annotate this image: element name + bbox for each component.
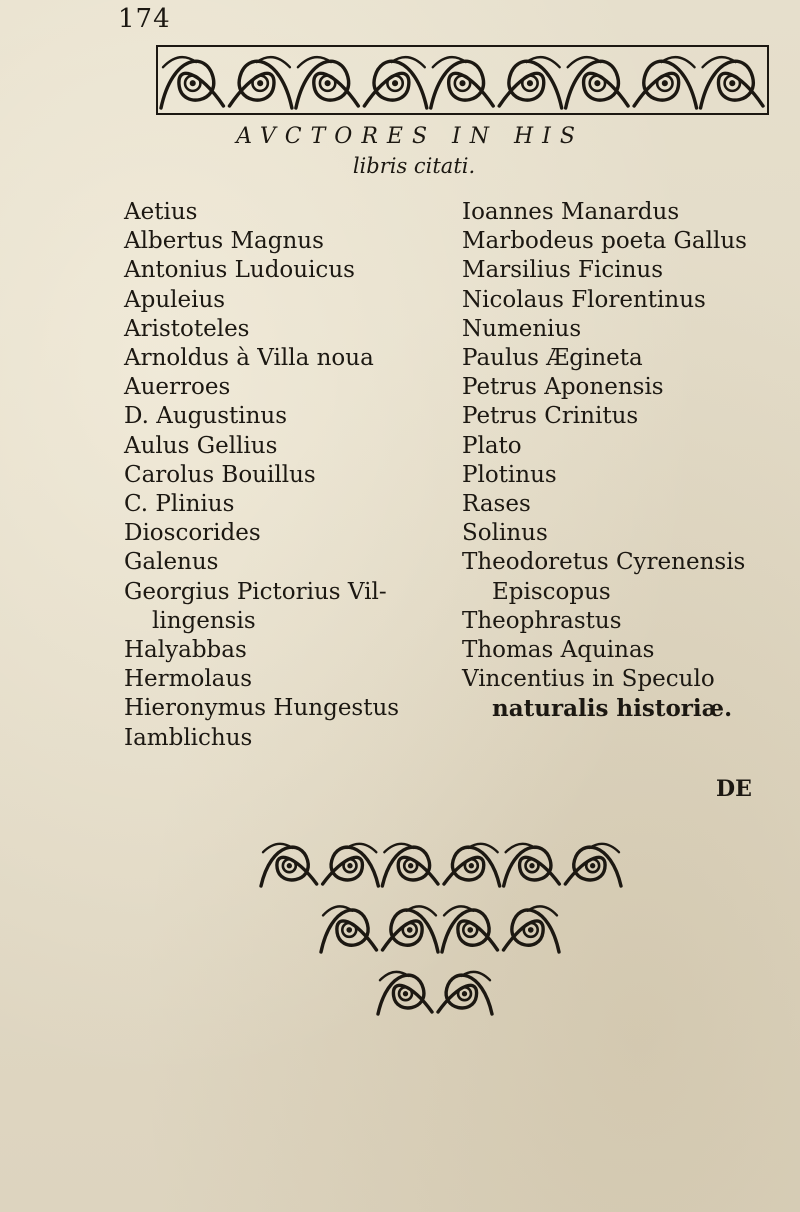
page-number: 174 [118,4,171,34]
author-entry: Episcopus [492,578,611,605]
author-entry: lingensis [152,607,256,634]
author-entry: D. Augustinus [124,403,288,430]
author-entry: Theophrastus [462,607,622,634]
author-entry: Paulus Ægineta [462,345,643,372]
author-entry: Solinus [462,520,548,547]
headpiece-ornament [155,44,770,116]
author-entry: Arnoldus à Villa noua [124,345,374,372]
catchword: DE [716,776,752,802]
author-entry: Nicolaus Florentinus [462,286,706,313]
author-entry: Dioscorides [124,520,261,547]
section-subtitle: libris citati. [352,154,476,178]
author-entry: Georgius Pictorius Vil- [124,578,387,605]
author-entry: Theodoretus Cyrenensis [462,549,746,576]
tailpiece-ornament-upper [255,832,627,894]
author-entry: Marbodeus poeta Gallus [462,228,747,255]
author-entry: Hieronymus Hungestus [124,695,400,722]
author-entry: Plato [462,432,522,459]
author-entry: Carolus Bouillus [124,461,316,488]
author-entry: Antonius Ludouicus [124,257,355,284]
author-entry: Iamblichus [124,724,253,751]
tailpiece-ornament-lower [372,960,498,1022]
author-entry: Marsilius Ficinus [462,257,664,284]
author-entry: Aulus Gellius [124,432,278,459]
author-entry: Hermolaus [124,666,253,693]
author-entry: Halyabbas [124,637,247,664]
tailpiece-ornament-middle [315,894,565,960]
author-entry: Apuleius [124,286,226,313]
author-entry: Numenius [462,315,582,342]
author-entry: Plotinus [462,461,557,488]
author-entry: Vincentius in Speculo [462,666,715,693]
author-entry: Auerroes [124,374,231,401]
author-entry: Thomas Aquinas [462,637,655,664]
section-title: AVCTORES IN HIS [236,124,584,149]
author-entry: Rases [462,491,531,518]
author-entry: Petrus Crinitus [462,403,639,430]
authors-list-right [462,198,782,724]
author-entry: Aristoteles [124,315,250,342]
authors-list-left [124,198,454,753]
author-entry: naturalis historiæ. [492,695,733,723]
author-entry: Petrus Aponensis [462,374,664,401]
author-entry: Ioannes Manardus [462,199,680,225]
author-entry: Aetius [124,199,198,225]
author-entry: Albertus Magnus [124,228,324,255]
author-entry: Galenus [124,549,219,576]
author-entry: C. Plinius [124,491,235,518]
